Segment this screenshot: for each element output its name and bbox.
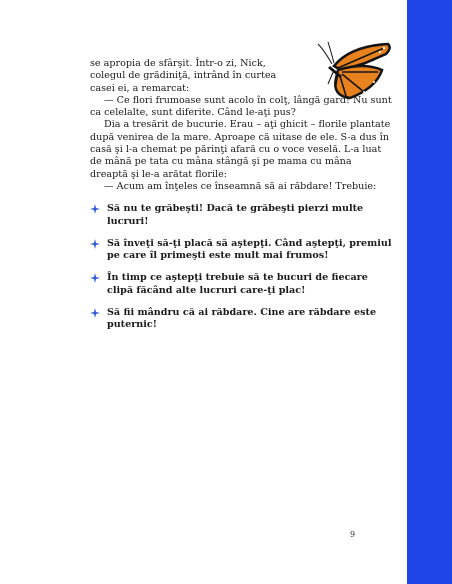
page-content [90,58,392,342]
bullet-text: Să fii mândru că ai răbdare. Cine are răbdare este puternic! [107,307,377,331]
list-item [90,203,392,228]
star-bullet-icon [90,239,100,249]
list-item [90,307,392,332]
bullet-list [90,203,392,331]
star-bullet-icon [90,308,100,318]
paragraph: — Acum am înţeles ce înseamnă să ai răbdare! Trebuie: [104,180,377,192]
bullet-text: Să nu te grăbeşti! Dacă te grăbeşti pierzi multe lucruri! [107,203,364,227]
list-item [90,272,392,297]
paragraph: Dia a tresărit de bucurie. Erau – aţi ghicit – florile plantate după venirea de la mare. Aproape că uitase de ele. S-a dus în casă şi l-a chemat pe părinţi afară cu o voce veselă. L-a luat de mână pe tata cu mâna stângă şi pe mama cu mâna dreaptă şi le-a arătat florile: [90,119,391,180]
paragraph: se apropia de sfârşit. Într-o zi, Nick, colegul de grădiniţă, intrând în curtea casei ei, a remarcat: [90,58,277,94]
star-bullet-icon [90,273,100,283]
bullet-text: Să înveţi să-ţi placă să aştepţi. Când aştepţi, premiul pe care îl primeşti este mult mai frumos! [107,237,392,262]
star-bullet-icon [90,204,100,214]
bullet-text: În timp ce aştepţi trebuie să te bucuri de fiecare clipă făcând alte lucruri care-ţi plac! [107,272,368,296]
list-item [90,238,392,263]
paragraph: — Ce flori frumoase sunt acolo în colţ, lângă gard! Nu sunt ca celelalte, sunt diferite. Când le-aţi pus? [90,94,392,119]
page-number: 9 [350,530,356,539]
blue-side-band [407,0,452,584]
